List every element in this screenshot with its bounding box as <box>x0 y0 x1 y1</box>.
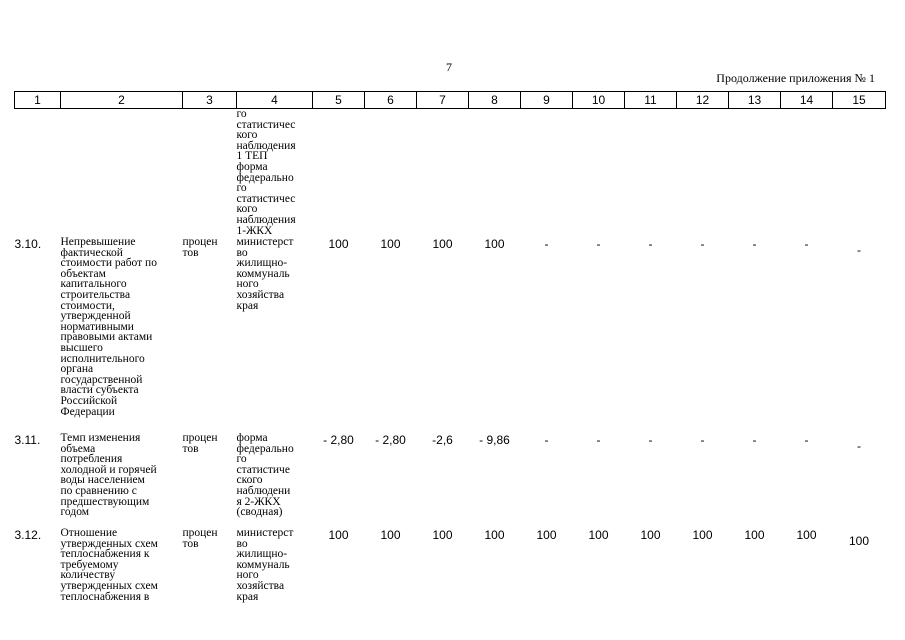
value-cell: - <box>857 439 861 453</box>
value-cell: -2,6 <box>432 433 453 447</box>
column-number: 8 <box>469 92 521 109</box>
unit-of-measure: процен тов <box>182 432 218 455</box>
indicators-table <box>14 91 886 624</box>
data-source: министерст во жилищно- коммуналь ного хозяйства края <box>236 527 294 603</box>
value-cell: - 2,80 <box>323 433 354 447</box>
continued-source-text: го статистичес кого наблюдения 1 ТЕП форма федерально го статистичес кого наблюдения 1-ЖКХ <box>236 108 296 237</box>
value-cell: - <box>752 237 757 251</box>
value-cell: - <box>752 433 757 447</box>
column-number: 2 <box>61 92 183 109</box>
value-cell: - <box>648 237 653 251</box>
column-number: 7 <box>417 92 469 109</box>
value-cell: 100 <box>432 237 453 251</box>
value-cell: 100 <box>432 528 453 542</box>
value-cell: - <box>544 433 549 447</box>
row-number: 3.11. <box>14 433 41 447</box>
column-number: 10 <box>573 92 625 109</box>
column-number: 14 <box>781 92 833 109</box>
column-number: 3 <box>183 92 237 109</box>
column-number: 12 <box>677 92 729 109</box>
value-cell: - <box>596 433 601 447</box>
value-cell: - 9,86 <box>479 433 510 447</box>
row-number: 3.12. <box>14 528 42 542</box>
value-cell: 100 <box>796 528 817 542</box>
column-number-header <box>15 92 886 109</box>
value-cell: 100 <box>328 237 349 251</box>
column-number: 11 <box>625 92 677 109</box>
column-number: 4 <box>237 92 313 109</box>
value-cell: 100 <box>328 528 349 542</box>
indicator-name: Темп изменения объема потребления холодной и горячей воды населением по сравнению с предшествующим годом <box>60 432 157 519</box>
value-cell: 100 <box>588 528 609 542</box>
row-number: 3.10. <box>14 237 42 251</box>
value-cell: - <box>648 433 653 447</box>
value-cell: 100 <box>484 528 505 542</box>
value-cell: 100 <box>848 534 870 548</box>
value-cell: 100 <box>380 237 401 251</box>
unit-of-measure: процен тов <box>182 527 218 550</box>
indicator-name: Отношение утвержденных схем теплоснабжения к требуемому количеству утвержденных схем теплоснабжения в <box>60 527 158 603</box>
data-source: форма федерально го статистиче ского наблюдени я 2-ЖКХ (сводная) <box>236 432 294 519</box>
value-cell: - <box>700 237 705 251</box>
value-cell: - <box>804 433 809 447</box>
column-number: 9 <box>521 92 573 109</box>
value-cell: 100 <box>744 528 765 542</box>
column-number: 13 <box>729 92 781 109</box>
table-row <box>15 433 886 528</box>
indicator-name: Непревышение фактической стоимости работ по объектам капитального строительства стоимости, утвержденной нормативными правовыми актами высшего исполнительного органа государственной власти субъекта Российской Федерации <box>60 236 157 418</box>
value-cell: - <box>596 237 601 251</box>
value-cell: - 2,80 <box>375 433 406 447</box>
value-cell: - <box>804 237 809 251</box>
value-cell: - <box>700 433 705 447</box>
continuation-row <box>15 109 886 238</box>
value-cell: 100 <box>640 528 661 542</box>
table-row <box>15 528 886 624</box>
page-number: 7 <box>446 60 452 74</box>
value-cell: 100 <box>484 237 505 251</box>
column-number: 1 <box>15 92 61 109</box>
appendix-continuation-label: Продолжение приложения № 1 <box>716 71 875 85</box>
column-number: 6 <box>365 92 417 109</box>
value-cell: - <box>857 243 861 257</box>
value-cell: - <box>544 237 549 251</box>
value-cell: 100 <box>380 528 401 542</box>
unit-of-measure: процен тов <box>182 236 218 259</box>
column-number: 15 <box>833 92 886 109</box>
column-number: 5 <box>313 92 365 109</box>
value-cell: 100 <box>536 528 557 542</box>
table-row <box>15 237 886 433</box>
data-source: министерст во жилищно- коммуналь ного хозяйства края <box>236 236 294 312</box>
value-cell: 100 <box>692 528 713 542</box>
